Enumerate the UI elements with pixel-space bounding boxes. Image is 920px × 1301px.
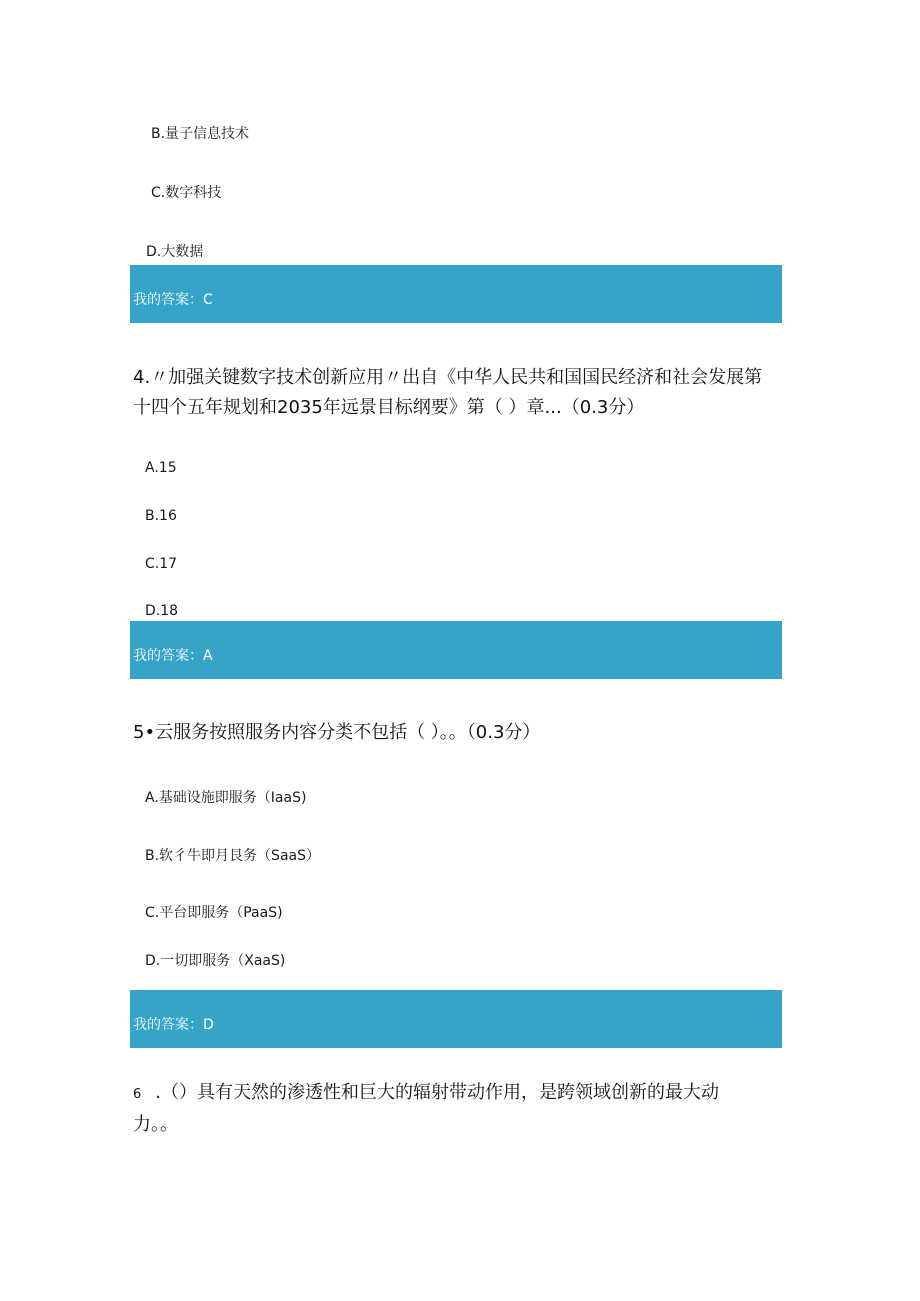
q6-question-line1 [133,1078,719,1110]
q3-option-b[interactable]: B.量子信息技术 [151,126,250,142]
q4-question [133,363,762,423]
q4-answer-text: 我的答案：A [133,648,213,664]
q3-answer-text: 我的答案：C [133,292,213,308]
q6-question-line2: 力。。 [133,1114,178,1135]
q4-text-line1: 〃加强关键数字技术创新应用〃出自《中华人民共和国国民经济和社会发展第 [150,367,763,388]
q6-text-line1: .（）具有天然的渗透性和巨大的辐射带动作用，是跨领域创新的最大动 [155,1082,719,1103]
q5-option-d[interactable]: D.一切即服务（XaaS) [145,953,286,969]
q3-answer-bar [130,265,782,323]
q4-option-d[interactable]: D.18 [145,603,179,619]
q5-answer-bar [130,990,782,1048]
q3-option-c[interactable]: C.数字科技 [151,185,222,201]
q4-answer-bar [130,621,782,679]
q6-number: 6 [133,1087,142,1102]
q5-option-b[interactable]: B.软彳牛即月艮务（SaaS） [145,848,320,864]
q5-option-c[interactable]: C.平台即服务（PaaS) [145,905,283,921]
q4-option-a[interactable]: A.15 [145,460,177,476]
q6-question [133,1078,719,1140]
q5-option-a[interactable]: A.基础设施即服务（IaaS) [145,790,307,806]
q5-answer-text: 我的答案：D [133,1017,214,1033]
q4-question-line2: 十四个五年规划和2035年远景目标纲要》第（ ）章...（0.3分） [133,397,645,418]
q5-question: 5•云服务按照服务内容分类不包括（ ）。。（0.3分） [133,722,541,743]
q4-question-line1 [133,363,762,393]
q4-option-c[interactable]: C.17 [145,556,178,572]
q4-option-b[interactable]: B.16 [145,508,177,524]
q4-number: 4. [133,367,151,388]
q3-option-d[interactable]: D.大数据 [146,244,204,260]
